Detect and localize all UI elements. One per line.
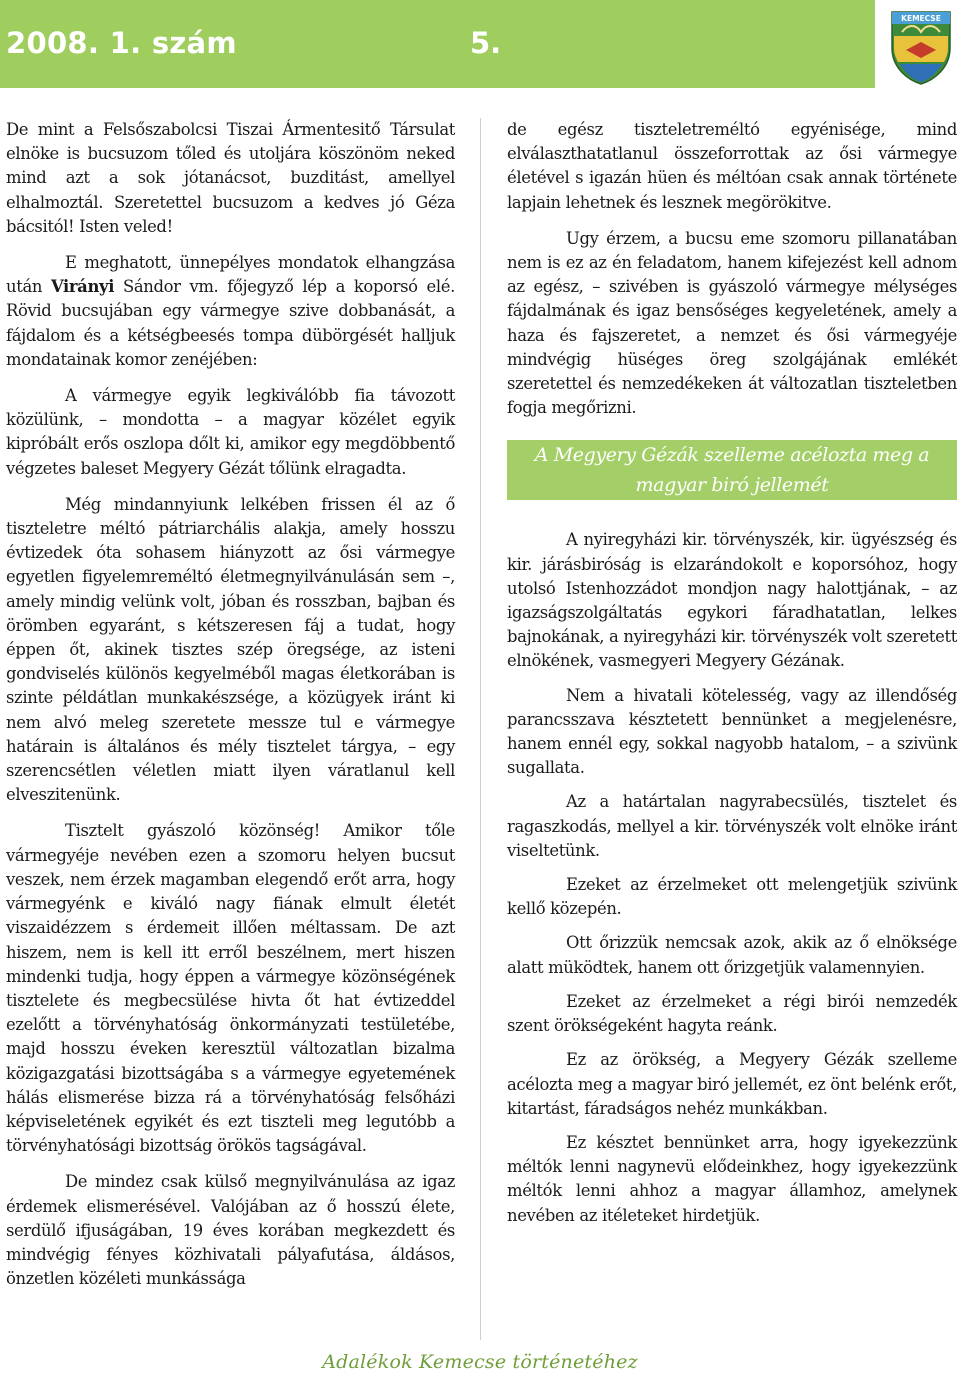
right-paragraph-10: Ez késztet bennünket arra, hogy igyekezzünk méltók lenni nagynevü elődeinkhez, hogy igyekezzünk méltók lenni ahhoz a magyar államhoz, amelynek nevében az itéleteket hirdetjük. <box>507 1132 957 1225</box>
pull-quote: A Megyery Gézák szelleme acélozta meg a magyar biró jellemét <box>507 440 957 500</box>
left-paragraph-5: Tisztelt gyászoló közönség! Amikor tőle vármegyéje nevében ezen a szomoru helyen bucsut veszek, nem érzek magamban elegendő erőt arra, hogy vármegyénk e kiváló nagy fiának elmult életét viszaidézzem s érdemeit illően méltassam. De azt hiszem, nem is kell itt erről beszélnem, mert hiszen mindenki tudja, hogy éppen a vármegye közönségének tisztelete és megbecsülése hivta őt hat évtizeddel ezelőtt a törvényhatóság önkormányzati testületébe, majd hosszu éveken keresztül változatlan bizalma közigazgatási bizottságába s a vármegye egyetemének hálás elismerése bizza rá a törvényhatóság felsőházi képviseletének egyikét és ezt tiszteli meg legutóbb a törvényhatósági bizottság örökös tagságával. <box>6 821 455 1156</box>
right-paragraph-8: Ezeket az érzelmeket a régi birói nemzedék szent örökségeként hagyta reánk. <box>507 991 957 1036</box>
right-paragraph-9: Ez az örökség, a Megyery Gézák szelleme acélozta meg a magyar biró jellemét, ez önt belénk erőt, kitartást, fáradságos nehéz munkákban. <box>507 1050 957 1118</box>
left-paragraph-2 <box>6 251 455 372</box>
paragraph-text: Sándor vm. főjegyző lép a koporsó elé. Rövid bucsujában egy vármegye szive dobbanását, a fájdalom és a kétségbeesés tompa dübörgését halljuk mondatainak komor zenéjében: <box>6 277 455 369</box>
left-paragraph-3: A vármegye egyik legkiválóbb fia távozott közülünk, – mondotta – a magyar közélet egyik kipróbált erős oszlopa dőlt ki, amikor egy megdöbbentő végzetes baleset Megyery Gézát tőlünk elragadta. <box>6 386 455 478</box>
right-paragraph-3: A nyiregyházi kir. törvényszék, kir. ügyészség és kir. járásbiróság is elzarándokolt e koporsóhoz, hogy utolsó Istenhozzádot mondjon nagy halottjának, – az igazságszolgáltatás egykori fáradhatatlan, lelkes bajnokának, a nyiregyházi kir. törvényszék volt szeretett elnökének, vasmegyeri Megyery Gézának. <box>507 530 957 671</box>
right-paragraph-2: Ugy érzem, a bucsu eme szomoru pillanatában nem is ez az én feladatom, hanem kifejezést kell adnom az egész, – szivében is gyászoló vármegye mélységes fájdalmának és igaz bensőséges kegyeletének, amely a haza és fajszeretet, a nemzet és ősi vármegyéje mindvégig hüséges öreg szolgájának emlékét szeretettel és nemzedékeken át változatlan tiszteletben fogja megőrizni. <box>507 228 957 418</box>
svg-text:KEMECSE: KEMECSE <box>901 14 941 23</box>
right-paragraph-6: Ezeket az érzelmeket ott melengetjük szivünk kellő közepén. <box>507 875 957 919</box>
left-paragraph-6: De mindez csak külső megnyilvánulása az igaz érdemek elismerésével. Valójában az ő hosszú élete, serdülő ifjuságában, 19 éves korában megkezdett és mindvégig fényes közhivatali pályafutása, áldásos, önzetlen közéleti munkássága <box>6 1172 455 1289</box>
left-column <box>6 118 455 1303</box>
name-virany: Virányi <box>50 277 115 297</box>
right-paragraph-4: Nem a hivatali kötelesség, vagy az illendőség parancsszava késztetett bennünket a megjelenésre, hanem ennél egy, sokkal nagyobb hatalom, – a szivünk sugallata. <box>507 685 957 778</box>
kemecse-coat-of-arms-logo <box>888 2 954 86</box>
left-paragraph-4: Még mindannyiunk lelkében frissen él az ő tiszteletre méltó pátriarchális alakja, amely hosszu évtizedek óta sohasem hiányzott az ősi vármegye egyetlen figyelemreméltó életmegnyilvánulásán sem –, amely mindig velünk volt, jóban és rosszban, bajban és örömben egyaránt, s kétszeresen fáj a tudat, hogy éppen őt, akinek tisztes szép öregsége, az isteni gondviselés különös kegyelméből magas életkorában is szinte példátlan munkakészsége, a közügyek iránt ki nem alvó meleg szeretete messze tul e vármegye határain is általános és mély tisztelet tárgya, – egy szerencsétlen véletlen miatt ilyen váratlanul kell elveszitenünk. <box>6 494 455 805</box>
column-divider <box>480 118 481 1340</box>
right-column <box>507 118 957 1238</box>
left-paragraph-1: De mint a Felsőszabolcsi Tiszai Ármentesitő Társulat elnöke is bucsuzom tőled és utoljára köszönöm neked mind azt a sok jótanácsot, buzditást, amellyel elhalmoztál. Szeretettel bucsuzom a kedves jó Géza bácsitól! Isten veled! <box>6 120 455 236</box>
page-number: 5. <box>470 26 502 60</box>
issue-label: 2008. 1. szám <box>6 26 237 60</box>
header-bar <box>0 0 875 88</box>
right-paragraph-5: Az a határtalan nagyrabecsülés, tisztelet és ragaszkodás, mellyel a kir. törvényszék volt elnöke iránt viseltetünk. <box>507 792 957 860</box>
footer-title: Adalékok Kemecse történetéhez <box>322 1351 638 1373</box>
right-paragraph-1: de egész tiszteletreméltó egyénisége, mind elválaszthatatlanul összeforrottak az ősi vármegye életével s igazán hüen és méltóan csak annak története lapjain lehetnek és lesznek megörökitve. <box>507 120 957 212</box>
right-paragraph-7: Ott őrizzük nemcsak azok, akik az ő elnöksége alatt müködtek, hanem ott őrizgetjük valamennyien. <box>507 933 957 977</box>
paragraph-text: E meghatott, ünnepélyes mondatok elhangzása után <box>6 253 455 297</box>
